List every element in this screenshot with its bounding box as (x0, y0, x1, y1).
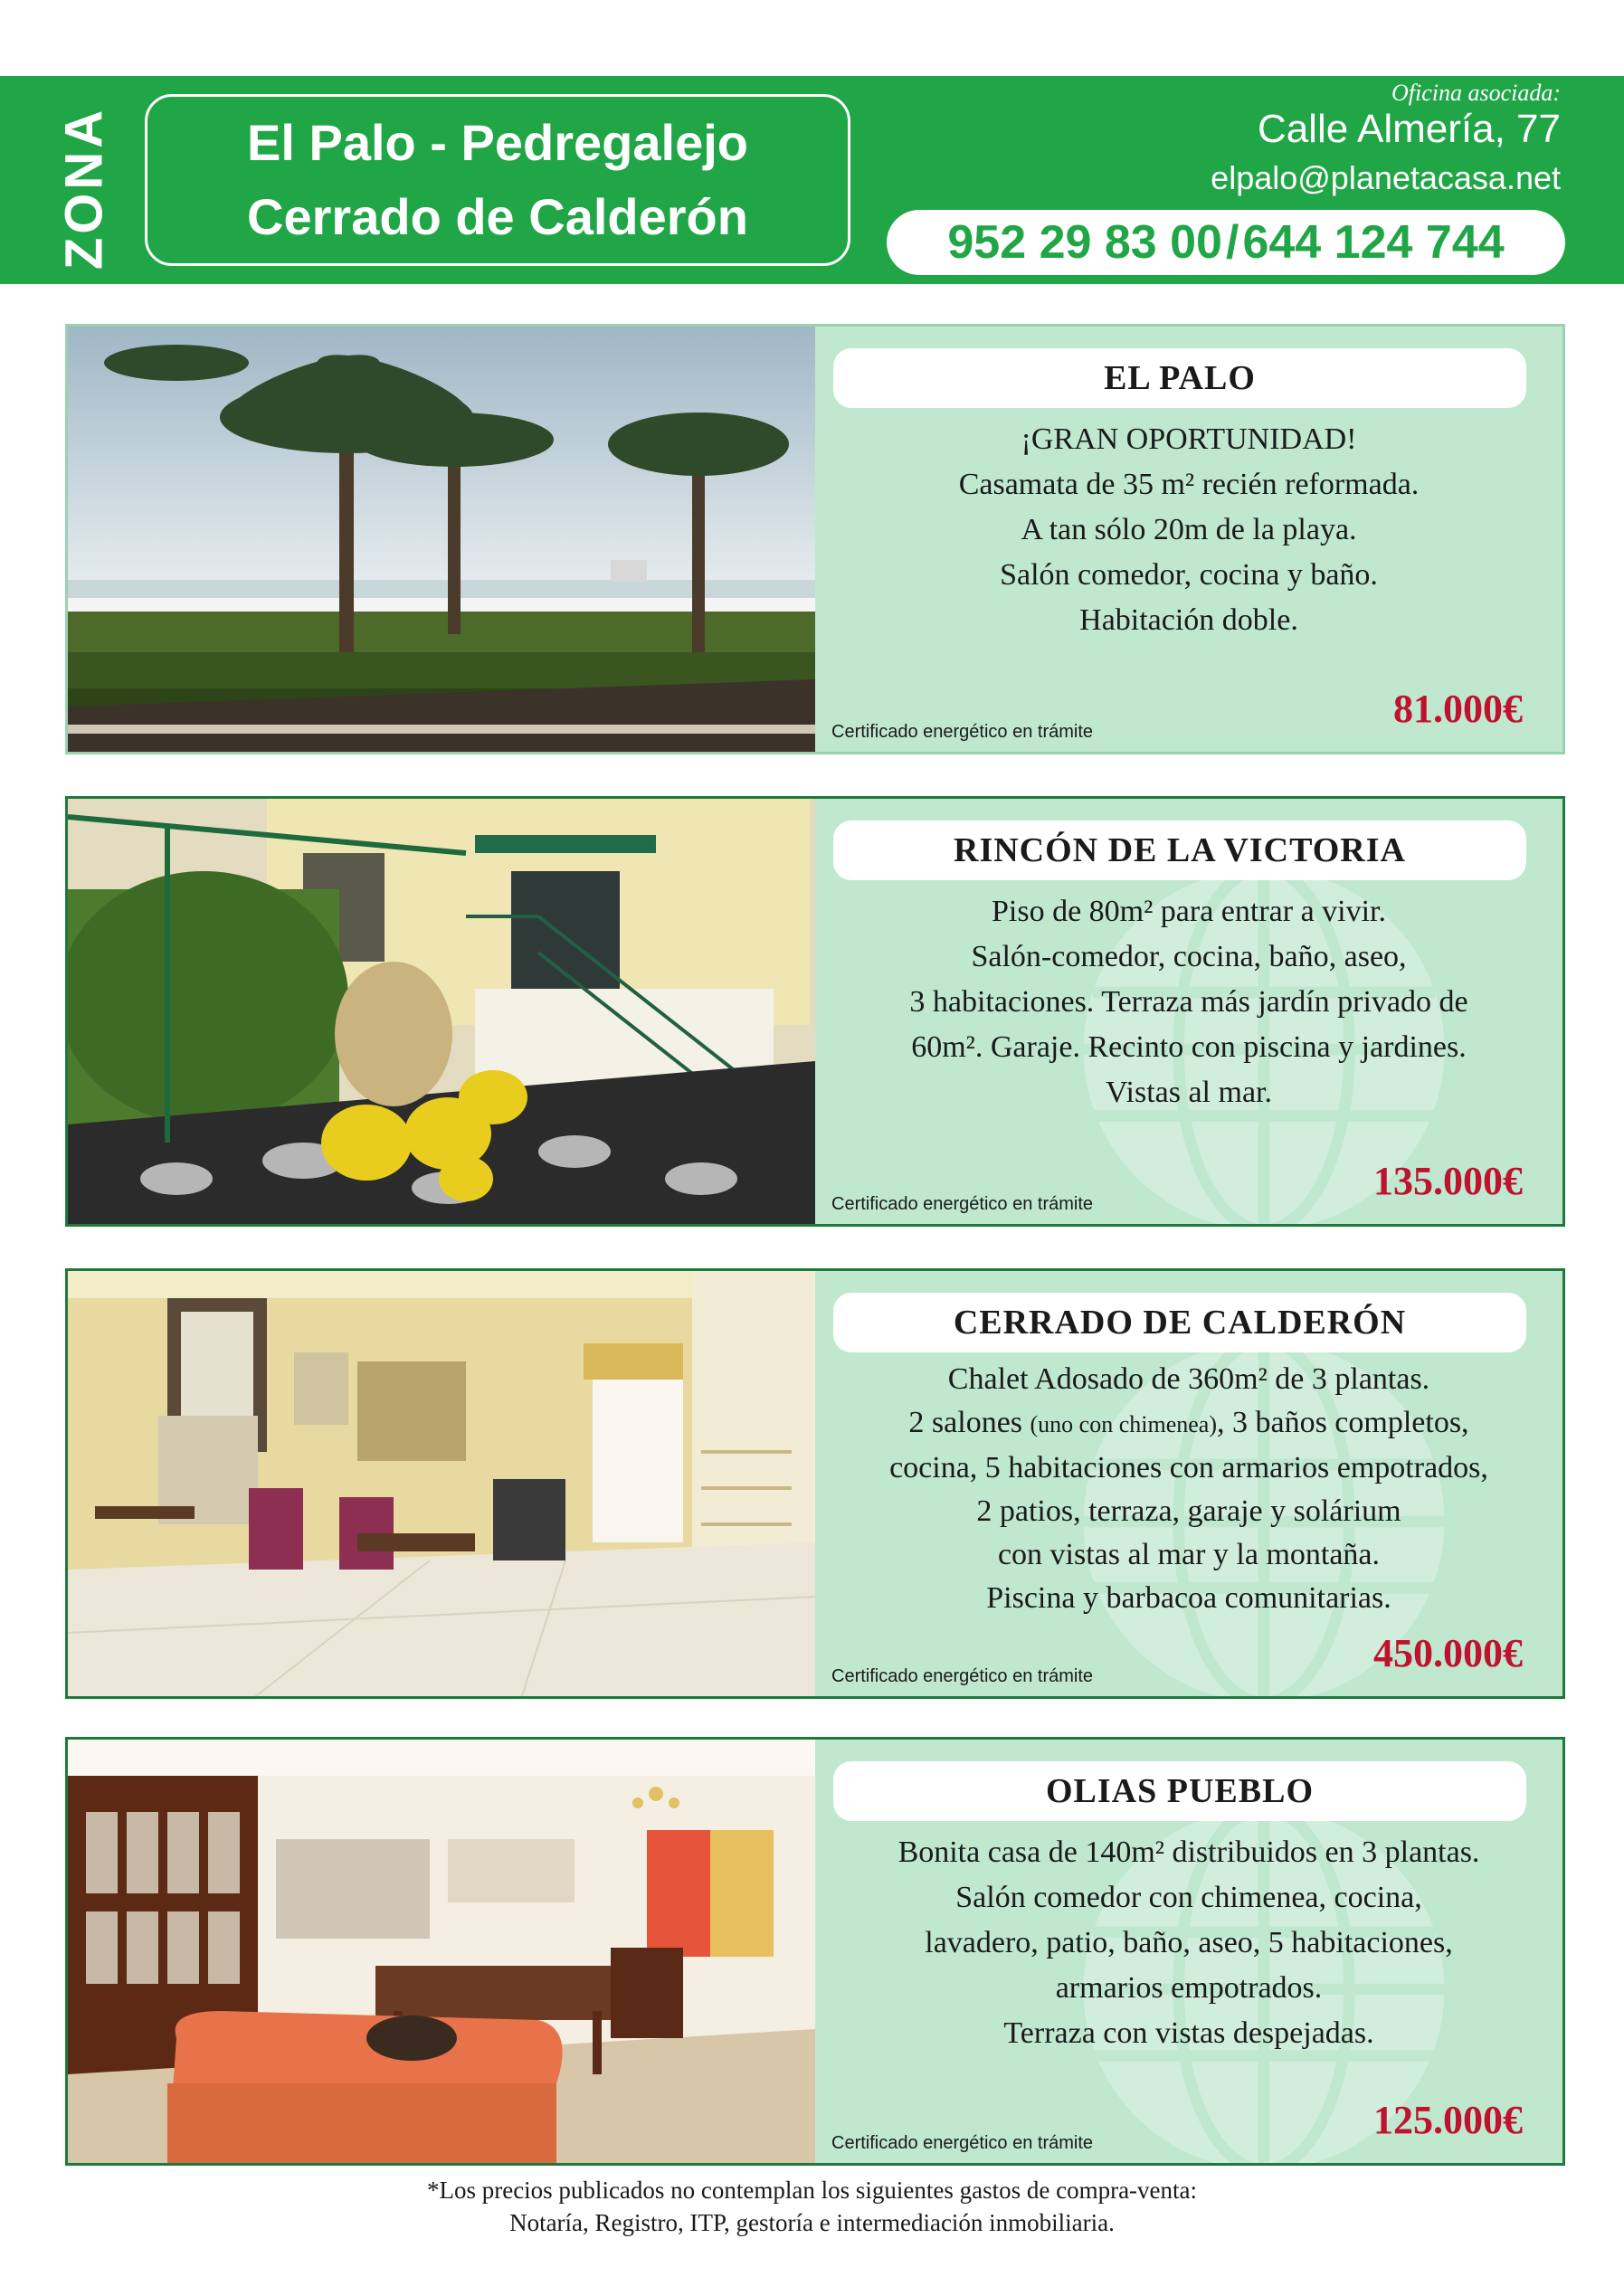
desc-line: cocina, 5 habitaciones con armarios empotrados, (889, 1451, 1488, 1484)
desc-line: Habitación doble. (1079, 603, 1298, 637)
phone-2[interactable]: 644 124 744 (1242, 216, 1505, 269)
zone-title-box (145, 94, 850, 266)
desc-line: Piscina y barbacoa comunitarias. (986, 1581, 1391, 1615)
desc-line: Piso de 80m² para entrar a vivir. (991, 895, 1387, 928)
listing-photo-beach (68, 327, 815, 752)
desc-text: , 3 baños completos, (1216, 1406, 1469, 1439)
desc-text: 2 salones (908, 1406, 1030, 1439)
desc-line: 2 patios, terraza, garaje y solárium (976, 1494, 1401, 1528)
listing-title: OLIAS PUEBLO (833, 1761, 1526, 1821)
listing-info-panel (815, 327, 1562, 752)
listing-olias-pueblo (65, 1737, 1565, 2166)
listing-price: 125.000€ (1373, 2098, 1523, 2142)
phone-separator: / (1225, 216, 1239, 269)
listing-price: 450.000€ (1373, 1631, 1523, 1675)
listing-price: 81.000€ (1393, 687, 1523, 731)
listing-photo-dining-room (68, 1740, 815, 2163)
desc-line: Vistas al mar. (1106, 1076, 1272, 1109)
dining-room-photo (68, 1740, 815, 2163)
desc-line: Chalet Adosado de 360m² de 3 plantas. (947, 1362, 1430, 1396)
listing-title: CERRADO DE CALDERÓN (833, 1293, 1526, 1352)
listing-description (815, 889, 1562, 1115)
energy-certificate-note: Certificado energético en trámite (831, 2133, 1094, 2153)
listing-photo-living-room (68, 1271, 815, 1696)
footer-disclaimer (0, 2174, 1624, 2239)
listing-description (815, 417, 1562, 643)
footer-line-1: *Los precios publicados no contemplan los siguientes gastos de compra-venta: (426, 2177, 1198, 2204)
footer-line-2: Notaría, Registro, ITP, gestoría e intermediación inmobiliaria. (509, 2209, 1115, 2236)
desc-line: 3 habitaciones. Terraza más jardín privado de (909, 985, 1468, 1019)
zone-line-2: Cerrado de Calderón (247, 188, 748, 245)
living-room-photo (68, 1271, 815, 1696)
listing-info-panel (815, 799, 1562, 1224)
desc-line: con vistas al mar y la montaña. (997, 1538, 1381, 1571)
phone-1[interactable]: 952 29 83 00 (947, 216, 1222, 269)
office-email[interactable]: elpalo@planetacasa.net (1211, 159, 1561, 196)
listing-title: RINCÓN DE LA VICTORIA (833, 820, 1526, 880)
desc-line: 60m². Garaje. Recinto con piscina y jardines. (911, 1030, 1467, 1064)
listing-price: 135.000€ (1373, 1159, 1523, 1203)
phone-pill (887, 210, 1565, 275)
office-label: Oficina asociada: (1391, 80, 1561, 106)
desc-line: ¡GRAN OPORTUNIDAD! (1021, 422, 1357, 456)
listing-photo-terrace (68, 799, 815, 1224)
listing-title: EL PALO (833, 348, 1526, 408)
listing-el-palo (65, 324, 1565, 754)
desc-line: Salón-comedor, cocina, baño, aseo, (971, 940, 1407, 973)
desc-line: Salón comedor con chimenea, cocina, (955, 1881, 1422, 1914)
desc-line: Casamata de 35 m² recién reformada. (958, 468, 1420, 501)
energy-certificate-note: Certificado energético en trámite (831, 722, 1094, 742)
listing-description (815, 1358, 1562, 1620)
terrace-photo (68, 799, 815, 1224)
desc-line (815, 1401, 1562, 1447)
beach-palm-photo (68, 327, 815, 752)
desc-line: A tan sólo 20m de la playa. (1021, 513, 1357, 546)
desc-line: Salón comedor, cocina y baño. (1000, 558, 1378, 592)
listing-cerrado-de-calderon (65, 1268, 1565, 1699)
listing-info-panel (815, 1740, 1562, 2163)
listing-rincon-de-la-victoria (65, 796, 1565, 1227)
listing-description (815, 1830, 1562, 2056)
zona-label: ZONA (54, 106, 114, 270)
desc-line: Terraza con vistas despejadas. (1003, 2016, 1374, 2050)
desc-line: armarios empotrados. (1055, 1971, 1323, 2005)
desc-line: Bonita casa de 140m² distribuidos en 3 plantas. (897, 1835, 1480, 1869)
energy-certificate-note: Certificado energético en trámite (831, 1666, 1094, 1686)
energy-certificate-note: Certificado energético en trámite (831, 1194, 1094, 1214)
office-street: Calle Almería, 77 (1257, 107, 1561, 151)
zone-line-1: El Palo - Pedregalejo (247, 114, 748, 171)
desc-text-small: (uno con chimenea) (1030, 1411, 1217, 1437)
listing-info-panel (815, 1271, 1562, 1696)
desc-line: lavadero, patio, baño, aseo, 5 habitaciones, (925, 1926, 1453, 1959)
